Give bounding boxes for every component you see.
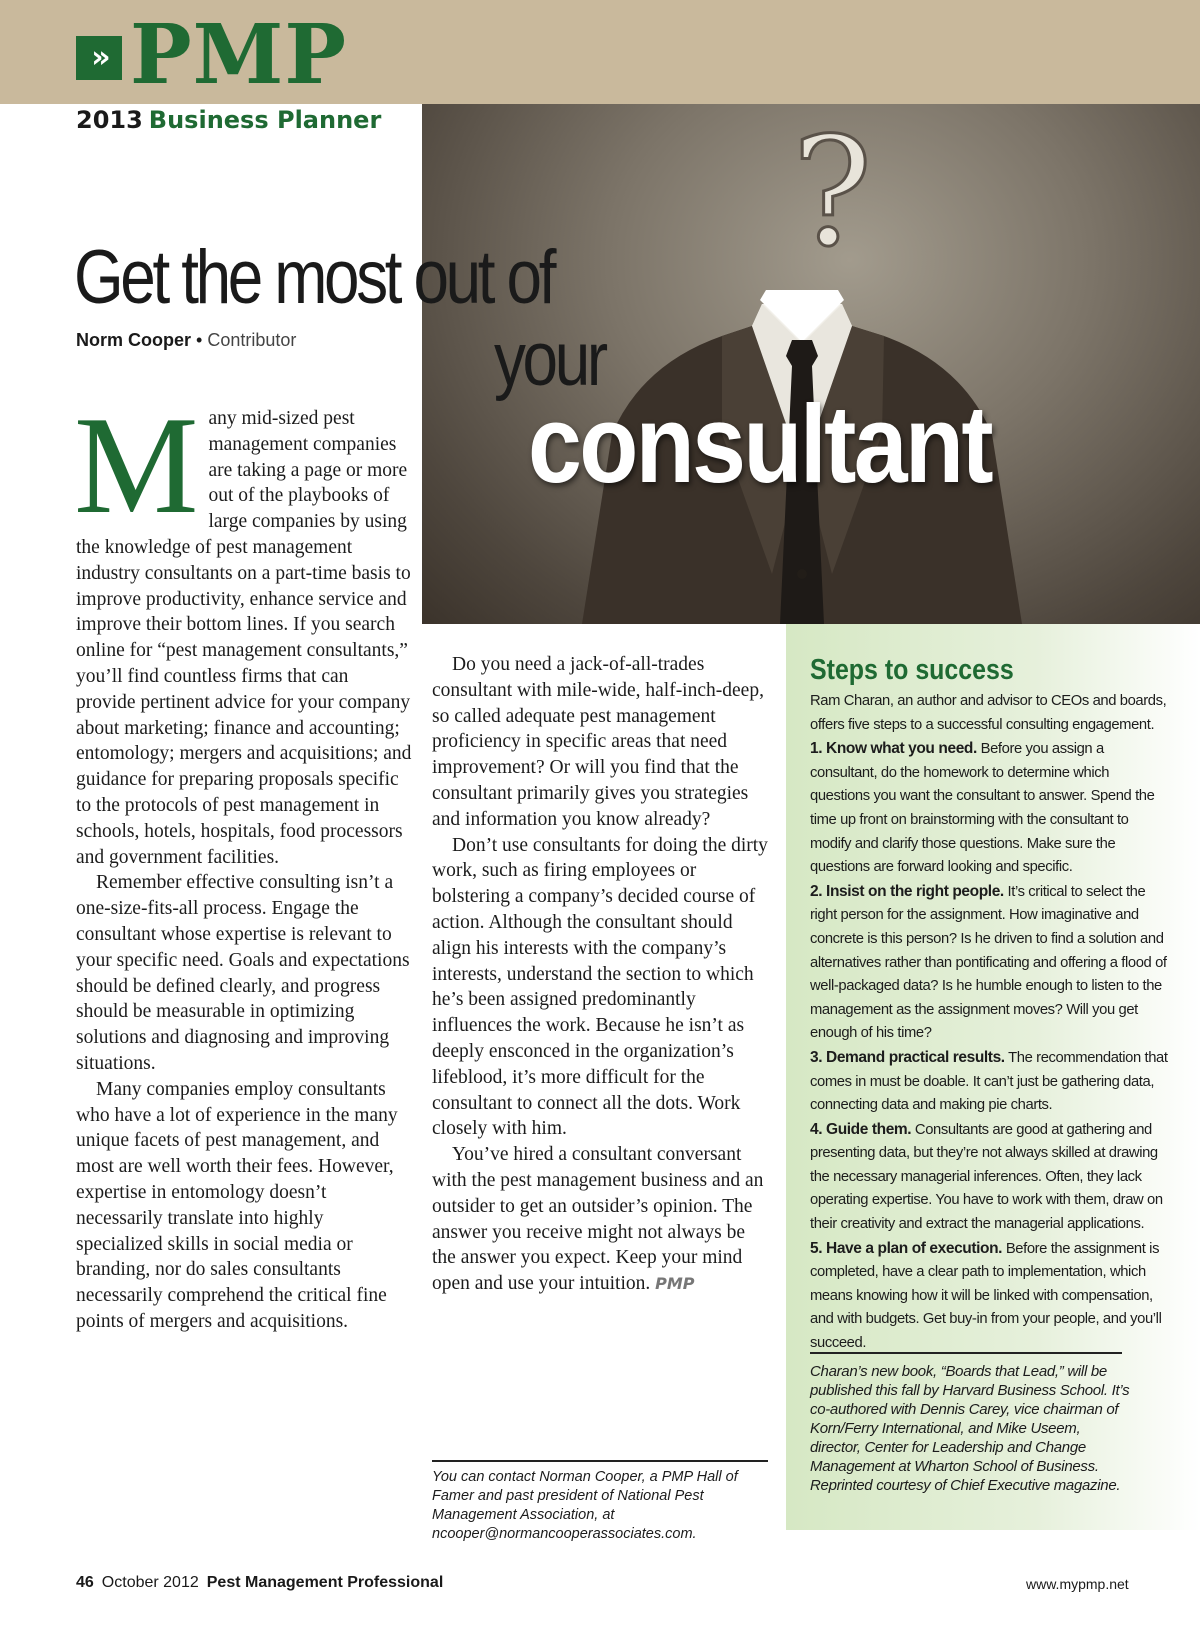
sidebar-step [810,737,1170,880]
sidebar-body [810,690,1170,1356]
article-title-line-3: consultant [528,383,991,506]
step-text: Before the assignment is completed, have a clear path to implementation, which means knowing how it will be linked with compensation, and with budgets. Get buy-in from your people, and you’ll succeed. [810,1240,1162,1352]
article-paragraph: Remember effective consulting isn’t a one-size-fits-all process. Engage the consultant whose expertise is relevant to your specific need. Goals and expectations should be defined clearly, and progress should be measurable in optimizing solutions and diagnosing and improving situations. [76,872,410,1074]
byline-separator: • [196,330,203,350]
article-column-1 [74,388,412,1335]
sidebar-step [810,880,1170,1046]
step-text: The recommendation that comes in must be doable. It can’t just be gathering data, connecting data and making pie charts. [810,1049,1168,1114]
question-mark-icon: ? [792,106,873,280]
article-paragraph: Do you need a jack-of-all-trades consultant with mile-wide, half-inch-deep, so called adequate pest management proficiency in specific areas that need improvement? Or will you find that the consultant primarily gives you strategies and information you know already? [432,654,764,830]
article-paragraph: Many companies employ consultants who have a lot of experience in the many unique facets of pest management, and most are well worth their fees. However, expertise in entomology doesn’t necessarily translate into highly specialized skills in social media or branding, nor do sales consultants necessarily comprehend the critical fine points of mergers and acquisitions. [76,1078,398,1332]
paragraph-text: any mid-sized pest management companies are taking a page or more out of the playbooks of large companies by using the knowledge of pest management industry consultants on a part-time basis to improve productivity, enhance service and improve their bottom lines. If you search online for “pest management consultants,” you’ll find countless firms that can provide pertinent advice for your company about marketing; finance and accounting; entomology; mergers and acquisitions; and guidance for preparing proposals specific to the protocols of pest management in schools, hotels, hospitals, food processors and government facilities. [76,408,412,868]
section-name: Business Planner [148,106,382,134]
author-contact-note: You can contact Norman Cooper, a PMP Hall of Famer and past president of National Pest Management Association, at ncooper@normancooperassociates.com. [432,1469,738,1542]
section-year: 2013 [76,106,143,134]
paragraph-text: You’ve hired a consultant conversant with the pest management business and an outsider to get an outsider’s opinion. The answer you receive might not always be the answer you expect. Keep your mind open and use your intuition. [432,1144,764,1295]
step-title: 1. Know what you need. [810,740,977,758]
end-mark-logo: PMP [655,1274,695,1294]
author-name: Norm Cooper [76,330,192,350]
article-paragraph [74,388,412,870]
sidebar-divider [810,1352,1122,1354]
logo-chevron-icon: » [76,36,122,80]
step-title: 5. Have a plan of execution. [810,1239,1003,1257]
page-number: 46 [76,1574,94,1591]
drop-cap: M [74,388,199,543]
sidebar-step [810,1046,1170,1118]
section-label [76,106,381,134]
issue-date: October 2012 [101,1574,199,1591]
sidebar-heading: Steps to success [810,654,1014,686]
step-title: 4. Guide them. [810,1120,912,1138]
magazine-name: Pest Management Professional [206,1574,444,1591]
sidebar-note: Charan’s new book, “Boards that Lead,” will be published this fall by Harvard Business School. It’s co-authored with Dennis Carey, vice chairman of Korn/Ferry International, and Mike Useem, director, Center for Leadership and Change Management at Wharton School of Business. Reprinted courtesy of Chief Executive magazine. [810,1363,1130,1494]
article-title-line-2: your [494,317,605,402]
magazine-logo: PMP [130,7,348,103]
sidebar-step [810,1237,1170,1356]
byline [76,330,296,351]
page-footer [76,1574,443,1592]
step-title: 2. Insist on the right people. [810,882,1004,900]
step-text: Consultants are good at gathering and presenting data, but they’re not always skilled at drawing the necessary managerial inferences. Often, they lack operating expertise. You have to work with them, draw on their creativity and extract the managerial applications. [810,1121,1163,1233]
step-text: Before you assign a consultant, do the homework to determine which questions you want the consultant to answer. Spend the time up front on brainstorming with the consultant to modify and clarify those questions. Make sure the questions are forward looking and specific. [810,741,1155,876]
article-paragraph [432,1142,768,1297]
step-text: It’s critical to select the right person for the assignment. How imaginative and concrete is this person? Is he driven to find a solution and alternatives rather than pontificating and offering a flood of well-packaged data? Is he humble enough to listen to the management as the assignment moves? Will you get enough of his time? [810,883,1167,1042]
article-paragraph: Don’t use consultants for doing the dirty work, such as firing employees or bolstering a company’s decided course of action. Although the consultant should align his interests with the company’s interests, understand the section to which he’s been assigned predominantly influences the work. Because he isn’t as deeply ensconced in the organization’s lifeblood, it’s more difficult for the consultant to connect all the dots. Work closely with him. [432,834,768,1140]
contact-divider [432,1460,768,1462]
author-role: Contributor [207,330,297,350]
sidebar-step [810,1118,1170,1237]
sidebar-intro: Ram Charan, an author and advisor to CEOs and boards, offers five steps to a successful consulting engagement. [810,693,1167,733]
article-title-line-1: Get the most out of [74,235,554,320]
website-url[interactable]: www.mypmp.net [1026,1576,1129,1592]
article-column-2 [432,652,768,1297]
step-title: 3. Demand practical results. [810,1048,1005,1066]
